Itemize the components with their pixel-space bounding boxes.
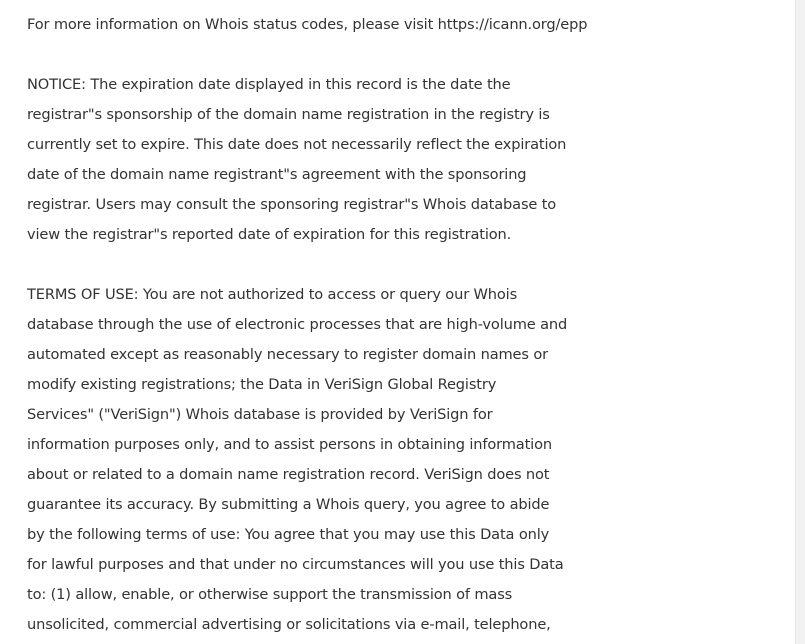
- notice-line: date of the domain name registrant"s agreement with the sponsoring: [27, 166, 527, 183]
- terms-of-use-line: automated except as reasonably necessary to register domain names or: [27, 346, 548, 363]
- notice-line: registrar. Users may consult the sponsoring registrar"s Whois database to: [27, 196, 557, 213]
- terms-of-use-line: to: (1) allow, enable, or otherwise support the transmission of mass: [27, 586, 513, 603]
- notice-line: registrar"s sponsorship of the domain name registration in the registry is: [27, 106, 550, 123]
- terms-of-use-line: unsolicited, commercial advertising or solicitations via e-mail, telephone,: [27, 616, 551, 633]
- blank-line: [27, 40, 767, 70]
- terms-of-use-line: modify existing registrations; the Data in VeriSign Global Registry: [27, 376, 497, 393]
- terms-of-use-line: information purposes only, and to assist persons in obtaining information: [27, 436, 552, 453]
- notice-line: view the registrar"s reported date of expiration for this registration.: [27, 226, 512, 243]
- terms-of-use-line: TERMS OF USE: You are not authorized to access or query our Whois: [27, 286, 518, 303]
- terms-of-use-line: Services" ("VeriSign") Whois database is provided by VeriSign for: [27, 406, 493, 423]
- status-codes-info-line: For more information on Whois status codes, please visit https://icann.org/epp: [27, 16, 588, 33]
- terms-of-use-line: database through the use of electronic processes that are high-volume and: [27, 316, 568, 333]
- blank-line: [27, 250, 767, 280]
- terms-of-use-line: for lawful purposes and that under no circumstances will you use this Data: [27, 556, 564, 573]
- terms-of-use-line: guarantee its accuracy. By submitting a Whois query, you agree to abide: [27, 496, 550, 513]
- whois-text-block: [27, 10, 767, 640]
- vertical-scrollbar[interactable]: [795, 0, 805, 644]
- terms-of-use-line: by the following terms of use: You agree that you may use this Data only: [27, 526, 550, 543]
- terms-of-use-line: about or related to a domain name registration record. VeriSign does not: [27, 466, 550, 483]
- notice-line: currently set to expire. This date does not necessarily reflect the expiration: [27, 136, 567, 153]
- notice-line: NOTICE: The expiration date displayed in this record is the date the: [27, 76, 511, 93]
